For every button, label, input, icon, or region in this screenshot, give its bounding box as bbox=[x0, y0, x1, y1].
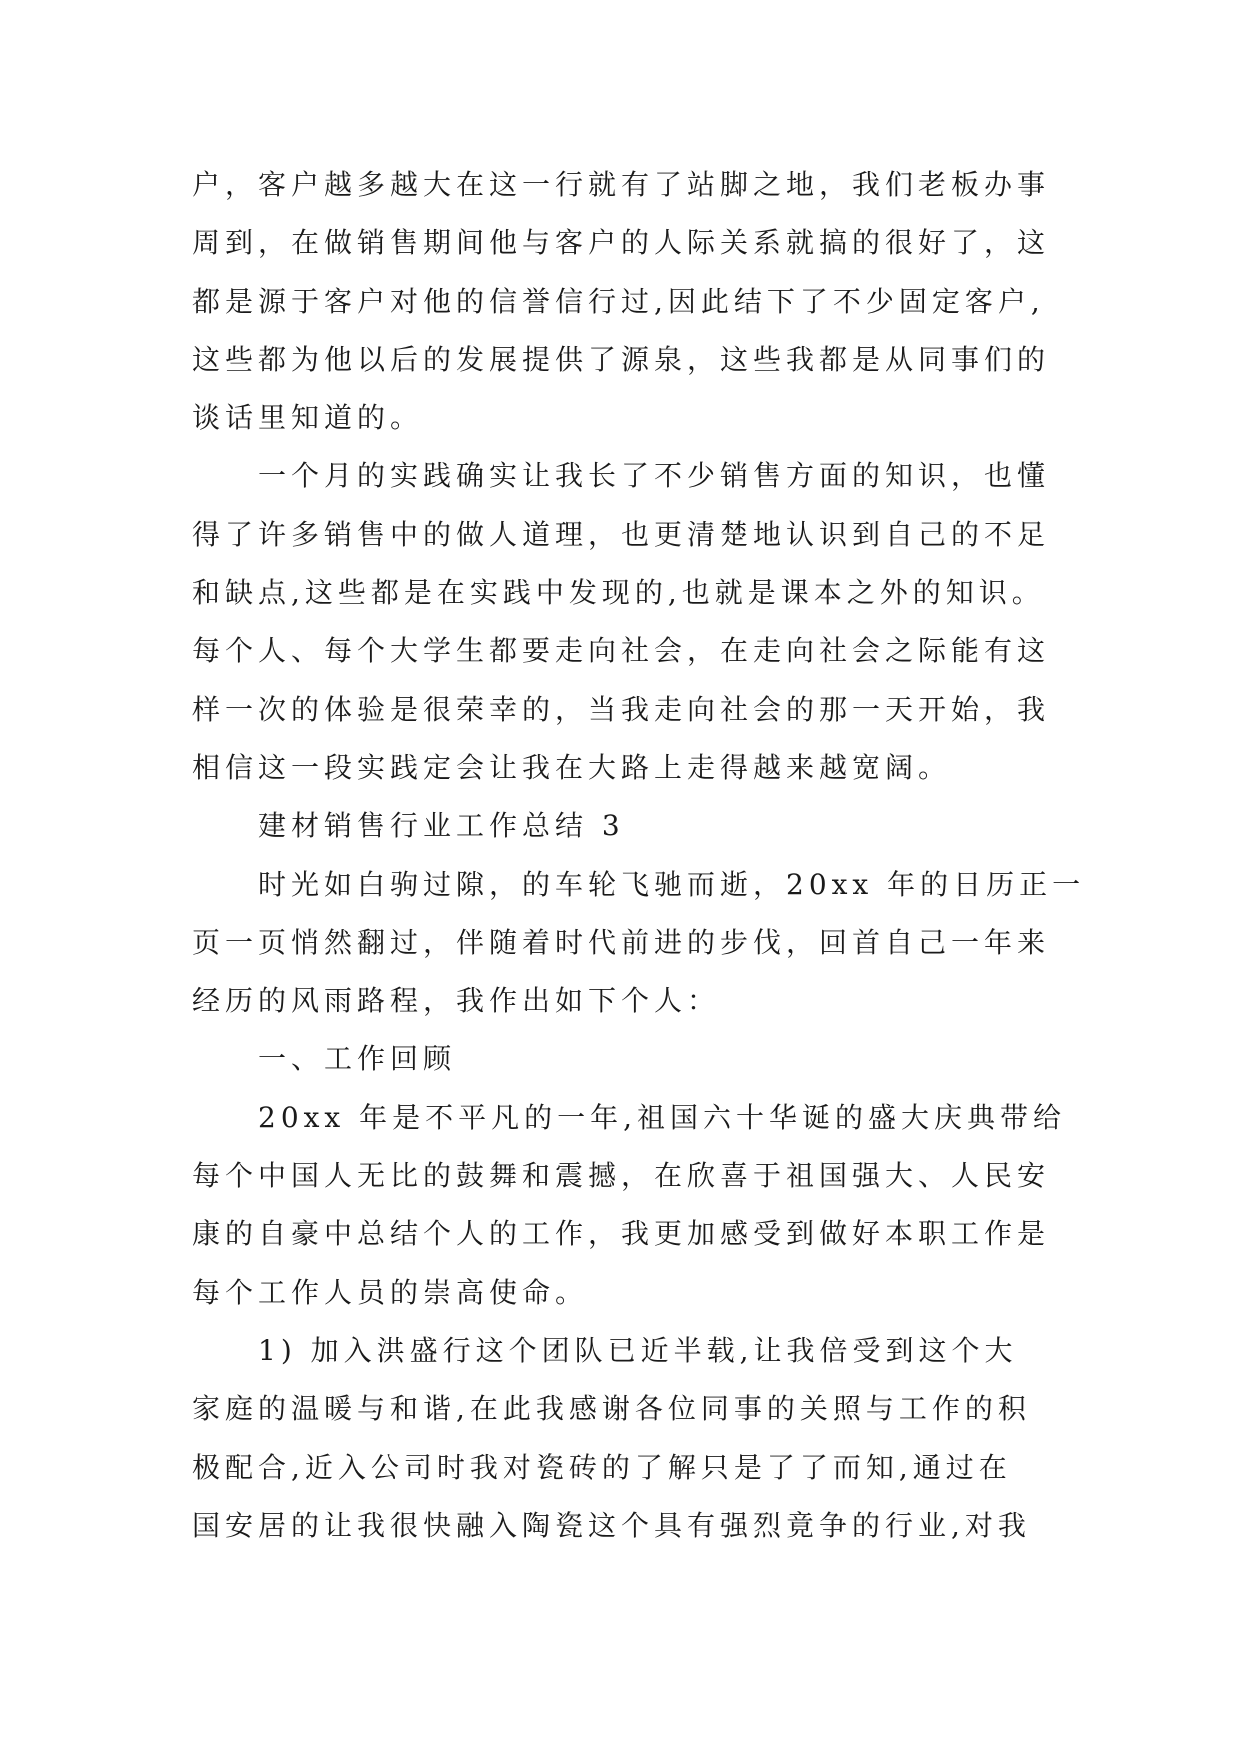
text-line: 每个工作人员的崇高使命。 bbox=[192, 1275, 589, 1309]
text-line: 页一页悄然翻过，伴随着时代前进的步伐，回首自己一年来 bbox=[192, 925, 1051, 959]
text-line: 经历的风雨路程，我作出如下个人： bbox=[192, 984, 721, 1018]
text-line: 这些都为他以后的发展提供了源泉，这些我都是从同事们的 bbox=[192, 342, 1051, 376]
text-line: 样一次的体验是很荣幸的，当我走向社会的那一天开始，我 bbox=[192, 692, 1051, 726]
text-line: 家庭的温暖与和谐,在此我感谢各位同事的关照与工作的积 bbox=[192, 1392, 1031, 1426]
text-line: 时光如白驹过隙，的车轮飞驰而逝，20xx 年的日历正一 bbox=[258, 867, 1086, 901]
text-line: 得了许多销售中的做人道理，也更清楚地认识到自己的不足 bbox=[192, 517, 1051, 551]
text-line: 一、工作回顾 bbox=[258, 1042, 457, 1076]
text-line: 每个中国人无比的鼓舞和震撼，在欣喜于祖国强大、人民安 bbox=[192, 1159, 1051, 1193]
document-body bbox=[192, 156, 1092, 1555]
text-line: 20xx 年是不平凡的一年,祖国六十华诞的盛大庆典带给 bbox=[258, 1100, 1067, 1134]
text-line: 康的自豪中总结个人的工作，我更加感受到做好本职工作是 bbox=[192, 1217, 1051, 1251]
text-line: 户，客户越多越大在这一行就有了站脚之地，我们老板办事 bbox=[192, 168, 1051, 201]
text-line: 建材销售行业工作总结 3 bbox=[258, 809, 625, 843]
text-line: 相信这一段实践定会让我在大路上走得越来越宽阔。 bbox=[192, 750, 952, 784]
text-line: 国安居的让我很快融入陶瓷这个具有强烈竟争的行业,对我 bbox=[192, 1508, 1031, 1542]
text-line: 都是源于客户对他的信誉信行过,因此结下了不少固定客户, bbox=[192, 284, 1045, 318]
text-line: 谈话里知道的。 bbox=[192, 401, 424, 435]
text-line: 和缺点,这些都是在实践中发现的,也就是课本之外的知识。 bbox=[192, 576, 1045, 610]
text-line: 1) 加入洪盛行这个团队已近半载,让我倍受到这个大 bbox=[258, 1333, 1018, 1367]
text-line: 每个人、每个大学生都要走向社会，在走向社会之际能有这 bbox=[192, 634, 1051, 668]
text-line: 周到，在做销售期间他与客户的人际关系就搞的很好了，这 bbox=[192, 226, 1051, 260]
text-line: 一个月的实践确实让我长了不少销售方面的知识，也懂 bbox=[258, 459, 1051, 493]
text-line: 极配合,近入公司时我对瓷砖的了解只是了了而知,通过在 bbox=[192, 1450, 1012, 1484]
